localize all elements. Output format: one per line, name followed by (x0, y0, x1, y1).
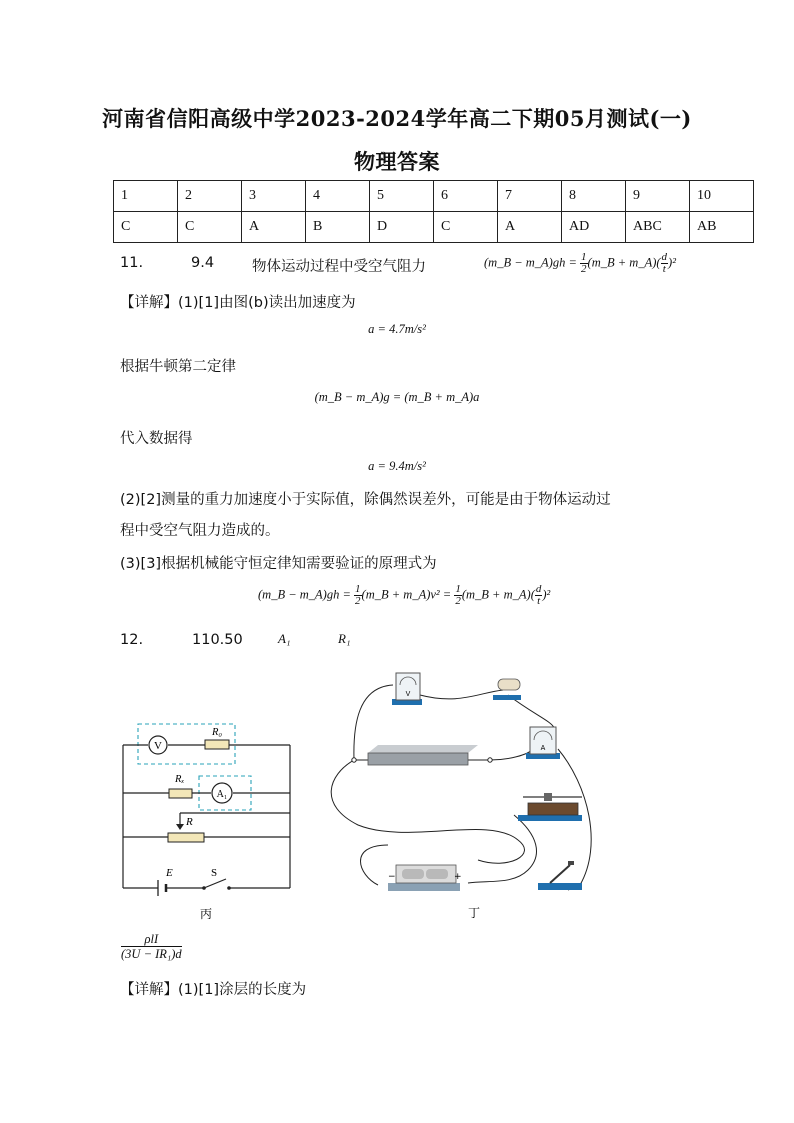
resistor-r0 (205, 740, 229, 749)
fraction-numerator: d (661, 251, 668, 263)
doc-subtitle: 物理答案 (354, 149, 440, 174)
q11-formula (484, 252, 676, 275)
resistor-rx (169, 789, 192, 798)
ammeter-device-label: A (540, 745, 546, 752)
detail11-line2: 根据牛顿第二定律 (120, 359, 236, 375)
circuit-wires (123, 745, 290, 888)
rheostat-device (518, 793, 582, 821)
resistor-device (493, 679, 521, 700)
circuit-caption: 丙 (199, 907, 213, 921)
voltmeter-device (392, 673, 422, 705)
question-number-cell: 1 (114, 181, 178, 212)
fraction-numerator: d (535, 583, 542, 595)
detail11-line6: (3)[3]根据机械能守恒定律知需要验证的原理式为 (120, 556, 437, 572)
formula-part: (m_B + m_A)( (461, 587, 535, 602)
voltmeter-label: V (154, 740, 162, 752)
formula-part: )² (668, 255, 676, 270)
question-number-cell: 10 (690, 181, 754, 212)
answer-cell: C (434, 212, 498, 243)
detail11-line4: (2)[2]测量的重力加速度小于实际值，除偶然误差外，可能是由于物体运动过 (120, 492, 611, 508)
coated-plate (352, 745, 492, 765)
battery-plus-label: + (454, 872, 462, 882)
battery-minus-label: − (388, 872, 396, 882)
rheostat-r (168, 833, 204, 842)
question-number-cell: 8 (562, 181, 626, 212)
fraction-resistivity (121, 932, 182, 961)
fraction-half (454, 584, 462, 607)
voltmeter-device-label: V (405, 691, 411, 698)
question-number-cell: 5 (370, 181, 434, 212)
question-number-cell: 2 (178, 181, 242, 212)
formula-part: )² (542, 587, 551, 602)
q12-ammeter: A₁ (278, 631, 291, 646)
fraction-half (354, 584, 362, 607)
s-label: S (211, 867, 218, 879)
q11-value: 9.4 (191, 255, 215, 271)
apparatus-wires (331, 685, 591, 890)
answer-cell: AD (562, 212, 626, 243)
answer-cell: D (370, 212, 434, 243)
detail11-line1: 【详解】(1)[1]由图(b)读出加速度为 (120, 295, 356, 311)
formula-part: (m_B − m_A)gh = (484, 255, 577, 270)
fraction-d-over-t (661, 252, 669, 275)
fraction-denominator: 2 (581, 263, 587, 275)
ammeter-device (526, 727, 560, 759)
fraction-denominator: t (662, 263, 666, 275)
fraction-half (580, 252, 588, 275)
apparatus-caption: 丁 (467, 906, 481, 920)
answer-cell: ABC (626, 212, 690, 243)
switch-blade (204, 879, 226, 888)
detail11-line5: 程中受空气阻力造成的。 (120, 523, 280, 539)
q12-number: 12. (120, 632, 144, 648)
detail11-line3: 代入数据得 (120, 431, 193, 447)
fraction-denominator: t (537, 595, 541, 607)
q12-resistor: R₁ (338, 631, 351, 646)
fraction-denominator: (3U − IR₁)d (121, 947, 182, 961)
fraction-numerator: ρlI (121, 932, 182, 947)
answer-table (113, 180, 754, 243)
question-number-cell: 3 (242, 181, 306, 212)
fraction-denominator: 2 (455, 595, 461, 607)
q11-reason: 物体运动过程中受空气阻力 (252, 259, 426, 275)
switch-contact-icon (227, 886, 231, 890)
switch-device (538, 861, 582, 890)
q11-number: 11. (120, 255, 144, 271)
r-label: R (186, 816, 193, 828)
question-number-cell: 9 (626, 181, 690, 212)
q12-formula (121, 932, 182, 961)
question-number-cell: 6 (434, 181, 498, 212)
answer-cell: A (242, 212, 306, 243)
formula-part: (m_B + m_A)v² = (361, 587, 452, 602)
answer-cell: A (498, 212, 562, 243)
detail11-eq1: a = 4.7m/s² (368, 322, 426, 336)
q12-detail: 【详解】(1)[1]涂层的长度为 (120, 982, 307, 998)
answer-table-number-row (114, 181, 754, 212)
answer-cell: B (306, 212, 370, 243)
answer-table-answer-row (114, 212, 754, 243)
circuit-diagram (108, 712, 308, 924)
rx-label: Rₓ (175, 774, 185, 785)
battery-box-device (388, 865, 462, 891)
doc-title: 河南省信阳高级中学2023-2024学年高二下期05月测试(一) (102, 106, 692, 131)
slider-arrow-icon (176, 824, 184, 830)
fraction-numerator: 1 (455, 583, 461, 595)
answer-cell: C (114, 212, 178, 243)
detail11-eq2: (m_B − m_A)g = (m_B + m_A)a (314, 390, 480, 404)
formula-part: (m_B − m_A)gh = (258, 587, 351, 602)
question-number-cell: 4 (306, 181, 370, 212)
answer-cell: C (178, 212, 242, 243)
fraction-numerator: 1 (355, 583, 361, 595)
e-label: E (166, 867, 173, 879)
fraction-numerator: 1 (581, 251, 587, 263)
ammeter-label: A₁ (216, 789, 228, 800)
detail11-eq4 (258, 584, 550, 607)
r0-label: R₀ (212, 727, 223, 738)
detail11-eq3: a = 9.4m/s² (368, 459, 426, 473)
q12-value: 110.50 (192, 632, 243, 648)
question-number-cell: 7 (498, 181, 562, 212)
apparatus-diagram (318, 665, 608, 927)
formula-part: (m_B + m_A)( (587, 255, 661, 270)
answer-cell: AB (690, 212, 754, 243)
fraction-denominator: 2 (355, 595, 361, 607)
